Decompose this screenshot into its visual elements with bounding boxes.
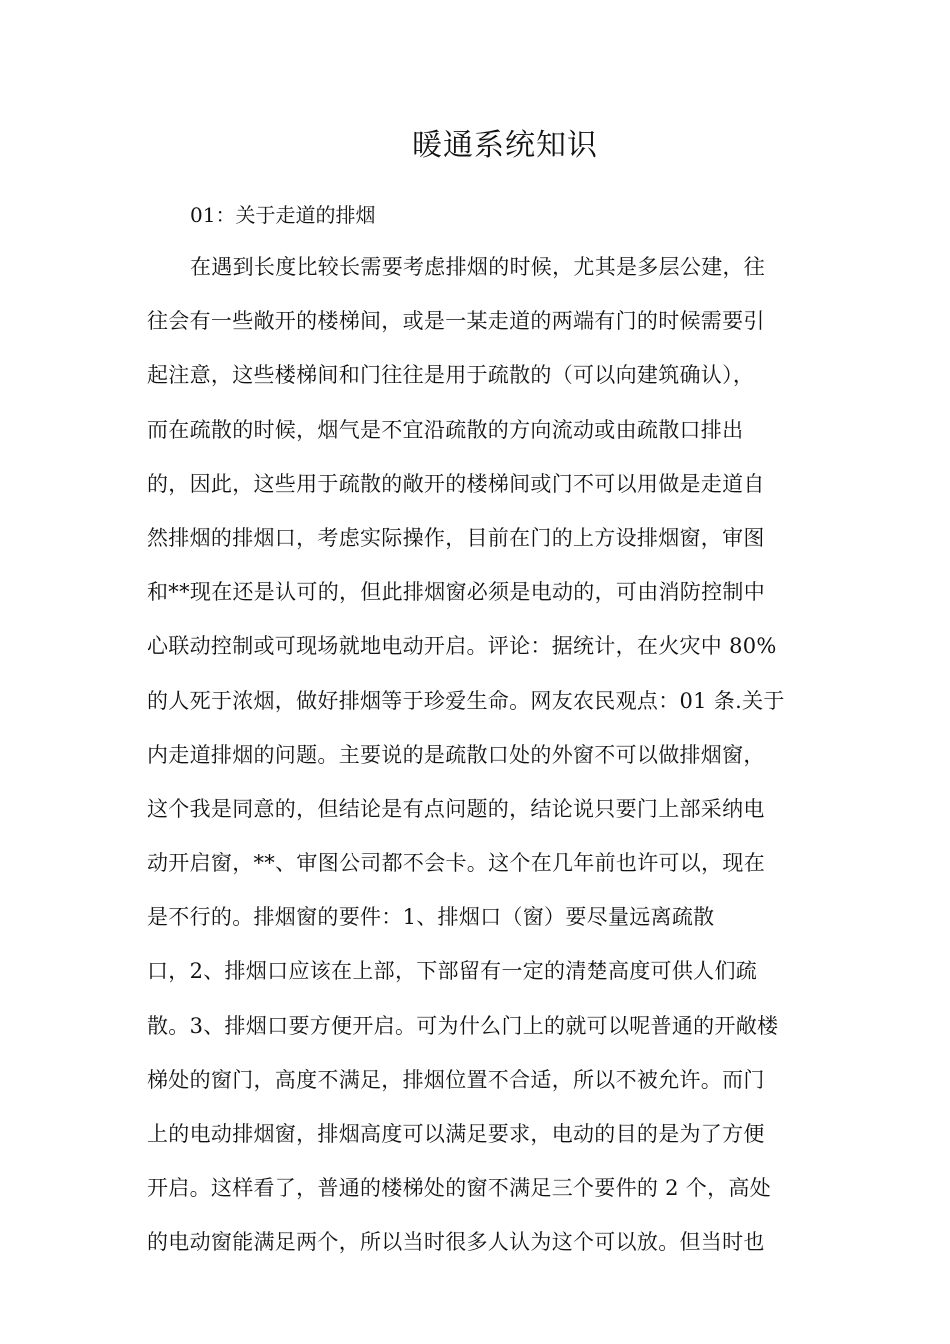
section-heading: 01：关于走道的排烟 <box>190 203 376 227</box>
paragraph-line: 动开启窗，**、审图公司都不会卡。这个在几年前也许可以，现在 <box>147 851 765 876</box>
paragraph-line: 起注意，这些楼梯间和门往往是用于疏散的（可以向建筑确认）， <box>147 363 755 388</box>
paragraph-line: 然排烟的排烟口，考虑实际操作，目前在门的上方设排烟窗，审图 <box>147 525 765 550</box>
paragraph-line: 的，因此，这些用于疏散的敞开的楼梯间或门不可以用做是走道自 <box>147 471 765 496</box>
paragraph-line: 和**现在还是认可的，但此排烟窗必须是电动的，可由消防控制中 <box>147 580 765 605</box>
paragraph-line: 口，2、排烟口应该在上部，下部留有一定的清楚高度可供人们疏 <box>147 959 758 984</box>
body-text <box>147 248 817 1278</box>
paragraph-line: 散。3、排烟口要方便开启。可为什么门上的就可以呢普通的开敞楼 <box>147 1013 779 1038</box>
paragraph-line: 在遇到长度比较长需要考虑排烟的时候，尤其是多层公建，往 <box>190 255 766 279</box>
paragraph-line: 开启。这样看了，普通的楼梯处的窗不满足三个要件的 2 个，高处 <box>147 1176 772 1201</box>
paragraph-line: 内走道排烟的问题。主要说的是疏散口处的外窗不可以做排烟窗， <box>147 742 765 767</box>
document-title: 暖通系统知识 <box>412 128 598 163</box>
paragraph-line: 这个我是同意的，但结论是有点问题的，结论说只要门上部采纳电 <box>147 796 765 821</box>
paragraph-line: 的人死于浓烟，做好排烟等于珍爱生命。网友农民观点：01 条.关于 <box>147 688 785 713</box>
paragraph-line: 是不行的。排烟窗的要件：1、排烟口（窗）要尽量远离疏散 <box>147 905 715 930</box>
paragraph-line: 上的电动排烟窗，排烟高度可以满足要求，电动的目的是为了方便 <box>147 1122 765 1146</box>
paragraph-line: 往会有一些敞开的楼梯间，或是一某走道的两端有门的时候需要引 <box>147 309 765 334</box>
paragraph-line: 的电动窗能满足两个，所以当时很多人认为这个可以放。但当时也 <box>147 1230 765 1255</box>
paragraph-line: 而在疏散的时候，烟气是不宜沿疏散的方向流动或由疏散口排出 <box>147 417 744 442</box>
paragraph-line: 心联动控制或可现场就地电动开启。评论：据统计，在火灾中 80% <box>147 634 777 659</box>
paragraph-line: 梯处的窗门，高度不满足，排烟位置不合适，所以不被允许。而门 <box>147 1067 765 1092</box>
